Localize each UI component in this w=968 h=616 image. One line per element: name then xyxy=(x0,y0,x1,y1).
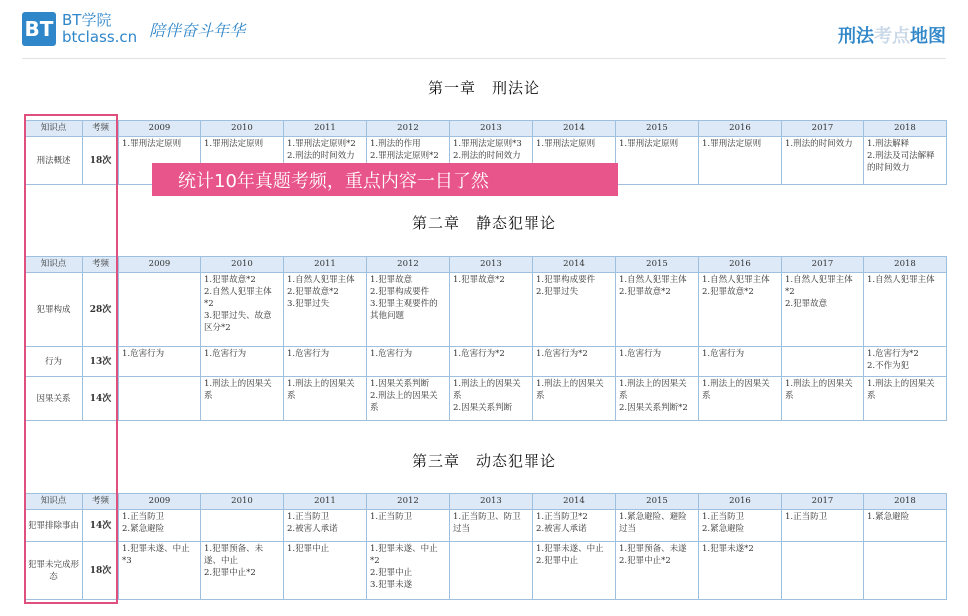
year-cell xyxy=(533,273,616,347)
brand-title-light: 考点 xyxy=(874,26,910,47)
cell-text: 1.刑法上的因果关系 xyxy=(204,379,272,401)
cell-text: 1.刑法上的因果关系 xyxy=(702,379,770,401)
knowledge-point: 刑法概述 xyxy=(25,137,83,185)
cell-text: 1.刑法的作用 2.罪刑法定原则*2 xyxy=(370,139,439,161)
header-cell: 2016 xyxy=(699,257,782,273)
year-cell xyxy=(367,377,450,421)
year-cell xyxy=(119,542,201,600)
cell-text: 1.危害行为*2 2.不作为犯 xyxy=(867,349,919,371)
cell-text: 1.刑法上的因果关系 xyxy=(287,379,355,401)
frequency: 18次 xyxy=(83,542,119,600)
cell-text: 1.危害行为 xyxy=(204,349,247,359)
header-cell: 2012 xyxy=(367,121,450,137)
cell-text: 1.自然人犯罪主体*2 2.犯罪故意 xyxy=(785,275,853,309)
cell-text: 1.刑法上的因果关系 xyxy=(867,379,935,401)
cell-text: 1.刑法的时间效力 xyxy=(785,139,853,149)
cell-text: 1.正当防卫 2.被害人承诺 xyxy=(287,512,338,534)
year-cell xyxy=(616,510,699,542)
cell-text: 1.危害行为 xyxy=(702,349,745,359)
cell-text: 1.危害行为 xyxy=(619,349,662,359)
brand-title-main: 刑法 xyxy=(838,26,874,47)
table-row xyxy=(25,377,947,421)
header-cell: 2010 xyxy=(201,121,284,137)
header-cell: 2010 xyxy=(201,257,284,273)
table-row xyxy=(25,347,947,377)
chapter-3-table xyxy=(24,493,947,600)
cell-text: 1.危害行为 xyxy=(122,349,165,359)
table-row xyxy=(25,542,947,600)
highlight-banner: 统计10年真题考频，重点内容一目了然 xyxy=(152,163,618,196)
year-cell xyxy=(367,347,450,377)
header-cell: 2011 xyxy=(284,121,367,137)
year-cell xyxy=(450,347,533,377)
cell-text: 1.犯罪未遂、中止*3 xyxy=(122,544,190,566)
cell-text: 1.危害行为*2 xyxy=(536,349,588,359)
year-cell xyxy=(782,377,864,421)
header-cell: 2018 xyxy=(864,494,947,510)
year-cell xyxy=(782,347,864,377)
year-cell xyxy=(782,273,864,347)
table-header-row xyxy=(25,257,947,273)
header-cell: 2015 xyxy=(616,121,699,137)
table-header-row xyxy=(25,494,947,510)
header-cell: 2013 xyxy=(450,121,533,137)
year-cell xyxy=(284,347,367,377)
header-cell: 2016 xyxy=(699,494,782,510)
header-cell: 考频 xyxy=(83,494,119,510)
table-header-row xyxy=(25,121,947,137)
year-cell xyxy=(119,347,201,377)
knowledge-point: 犯罪构成 xyxy=(25,273,83,347)
year-cell xyxy=(864,273,947,347)
cell-text: 1.自然人犯罪主体 xyxy=(867,275,935,285)
header-cell: 2014 xyxy=(533,121,616,137)
year-cell xyxy=(367,510,450,542)
cell-text: 1.正当防卫 xyxy=(370,512,413,522)
brand-title xyxy=(838,22,946,48)
header-cell: 2018 xyxy=(864,257,947,273)
year-cell xyxy=(119,377,201,421)
chapter-3-title: 第三章 动态犯罪论 xyxy=(411,452,556,470)
header-cell: 2010 xyxy=(201,494,284,510)
frequency: 18次 xyxy=(83,137,119,185)
chapter-2-title: 第二章 静态犯罪论 xyxy=(411,214,556,232)
year-cell xyxy=(782,542,864,600)
header-cell: 知识点 xyxy=(25,121,83,137)
year-cell xyxy=(616,542,699,600)
cell-text: 1.正当防卫 2.紧急避险 xyxy=(122,512,165,534)
cell-text: 1.犯罪故意*2 xyxy=(453,275,505,285)
chapter-1-title: 第一章 刑法论 xyxy=(427,79,540,97)
year-cell xyxy=(201,542,284,600)
year-cell xyxy=(782,510,864,542)
cell-text: 1.犯罪中止 xyxy=(287,544,330,554)
year-cell xyxy=(450,510,533,542)
header-cell: 考频 xyxy=(83,257,119,273)
year-cell xyxy=(782,137,864,185)
cell-text: 1.刑法上的因果关系 2.因果关系判断*2 xyxy=(619,379,688,413)
year-cell xyxy=(699,347,782,377)
logo-text xyxy=(62,12,137,46)
year-cell xyxy=(699,510,782,542)
year-cell xyxy=(119,510,201,542)
frequency: 13次 xyxy=(83,347,119,377)
header-cell: 2014 xyxy=(533,257,616,273)
year-cell xyxy=(533,542,616,600)
cell-text: 1.因果关系判断 2.刑法上的因果关系 xyxy=(370,379,438,413)
header-cell: 2017 xyxy=(782,494,864,510)
year-cell xyxy=(450,273,533,347)
cell-text: 1.正当防卫 2.紧急避险 xyxy=(702,512,745,534)
cell-text: 1.罪刑法定原则 xyxy=(619,139,679,149)
year-cell xyxy=(699,137,782,185)
brand-title-end: 地图 xyxy=(910,26,946,47)
frequency: 14次 xyxy=(83,510,119,542)
logo-line-1: BT学院 xyxy=(62,11,112,29)
cell-text: 1.正当防卫 xyxy=(785,512,828,522)
cell-text: 1.自然人犯罪主体 2.犯罪故意*2 xyxy=(619,275,687,297)
knowledge-point: 犯罪未完成形态 xyxy=(25,542,83,600)
year-cell xyxy=(284,273,367,347)
header-cell: 2014 xyxy=(533,494,616,510)
year-cell xyxy=(533,347,616,377)
cell-text: 1.犯罪故意 2.犯罪构成要件 3.犯罪主观要件的其他问题 xyxy=(370,275,438,321)
cell-text: 1.罪刑法定原则*2 2.刑法的时间效力 xyxy=(287,139,356,161)
site-logo[interactable] xyxy=(22,12,245,46)
header-cell: 2018 xyxy=(864,121,947,137)
cell-text: 1.危害行为 xyxy=(370,349,413,359)
cell-text: 1.犯罪预备、未遂、中止 2.犯罪中止*2 xyxy=(204,544,264,578)
year-cell xyxy=(201,273,284,347)
header-cell: 2009 xyxy=(119,121,201,137)
header-cell: 知识点 xyxy=(25,494,83,510)
table-row xyxy=(25,273,947,347)
year-cell xyxy=(533,377,616,421)
header-cell: 2015 xyxy=(616,494,699,510)
cell-text: 1.刑法上的因果关系 xyxy=(536,379,604,401)
year-cell xyxy=(616,137,699,185)
cell-text: 1.犯罪未遂、中止*2 2.犯罪中止 3.犯罪未遂 xyxy=(370,544,438,590)
cell-text: 1.紧急避险 xyxy=(867,512,910,522)
year-cell xyxy=(284,510,367,542)
cell-text: 1.犯罪预备、未遂 2.犯罪中止*2 xyxy=(619,544,687,566)
cell-text: 1.刑法解释 2.刑法及司法解释的时间效力 xyxy=(867,139,935,173)
header-cell: 2016 xyxy=(699,121,782,137)
cell-text: 1.正当防卫、防卫过当 xyxy=(453,512,521,534)
header-cell: 2011 xyxy=(284,494,367,510)
header-cell: 2012 xyxy=(367,257,450,273)
year-cell xyxy=(699,377,782,421)
knowledge-point: 行为 xyxy=(25,347,83,377)
year-cell xyxy=(119,273,201,347)
cell-text: 1.紧急避险、避险过当 xyxy=(619,512,687,534)
header-cell: 2017 xyxy=(782,257,864,273)
year-cell xyxy=(201,347,284,377)
knowledge-point: 犯罪排除事由 xyxy=(25,510,83,542)
cell-text: 1.犯罪故意*2 2.自然人犯罪主体*2 3.犯罪过失、故意区分*2 xyxy=(204,275,272,333)
cell-text: 1.罪刑法定原则 xyxy=(702,139,762,149)
year-cell xyxy=(367,542,450,600)
header-divider xyxy=(22,58,946,59)
frequency: 28次 xyxy=(83,273,119,347)
year-cell xyxy=(284,377,367,421)
cell-text: 1.刑法上的因果关系 xyxy=(785,379,853,401)
logo-mark: BT xyxy=(22,12,56,46)
cell-text: 1.刑法上的因果关系 2.因果关系判断 xyxy=(453,379,521,413)
cell-text: 1.犯罪未遂、中止 2.犯罪中止 xyxy=(536,544,604,566)
header-cell: 2009 xyxy=(119,494,201,510)
cell-text: 1.罪刑法定原则 xyxy=(204,139,264,149)
cell-text: 1.犯罪构成要件 2.犯罪过失 xyxy=(536,275,596,297)
header-cell: 知识点 xyxy=(25,257,83,273)
logo-line-2: btclass.cn xyxy=(62,28,138,46)
year-cell xyxy=(201,377,284,421)
chapter-2-table xyxy=(24,256,947,421)
slogan: 陪伴奋斗年华 xyxy=(149,20,246,40)
cell-text: 1.自然人犯罪主体 2.犯罪故意*2 xyxy=(702,275,770,297)
header-cell: 考频 xyxy=(83,121,119,137)
header-cell: 2013 xyxy=(450,257,533,273)
header-cell: 2011 xyxy=(284,257,367,273)
year-cell xyxy=(699,273,782,347)
header-cell: 2012 xyxy=(367,494,450,510)
year-cell xyxy=(864,510,947,542)
year-cell xyxy=(864,377,947,421)
cell-text: 1.罪刑法定原则*3 2.刑法的时间效力 xyxy=(453,139,522,161)
year-cell xyxy=(616,273,699,347)
year-cell xyxy=(450,377,533,421)
cell-text: 1.犯罪未遂*2 xyxy=(702,544,754,554)
year-cell xyxy=(864,347,947,377)
year-cell xyxy=(616,347,699,377)
frequency: 14次 xyxy=(83,377,119,421)
knowledge-point: 因果关系 xyxy=(25,377,83,421)
cell-text: 1.罪刑法定原则 xyxy=(536,139,596,149)
cell-text: 1.危害行为*2 xyxy=(453,349,505,359)
cell-text: 1.罪刑法定原则 xyxy=(122,139,182,149)
year-cell xyxy=(450,542,533,600)
header-cell: 2009 xyxy=(119,257,201,273)
cell-text: 1.危害行为 xyxy=(287,349,330,359)
year-cell xyxy=(533,510,616,542)
year-cell xyxy=(201,510,284,542)
year-cell xyxy=(284,542,367,600)
year-cell xyxy=(616,377,699,421)
year-cell xyxy=(699,542,782,600)
year-cell xyxy=(864,542,947,600)
cell-text: 1.自然人犯罪主体 2.犯罪故意*2 3.犯罪过失 xyxy=(287,275,355,309)
cell-text: 1.正当防卫*2 2.被害人承诺 xyxy=(536,512,588,534)
header-cell: 2013 xyxy=(450,494,533,510)
header-cell: 2017 xyxy=(782,121,864,137)
table-row xyxy=(25,510,947,542)
header-cell: 2015 xyxy=(616,257,699,273)
year-cell xyxy=(367,273,450,347)
year-cell xyxy=(864,137,947,185)
